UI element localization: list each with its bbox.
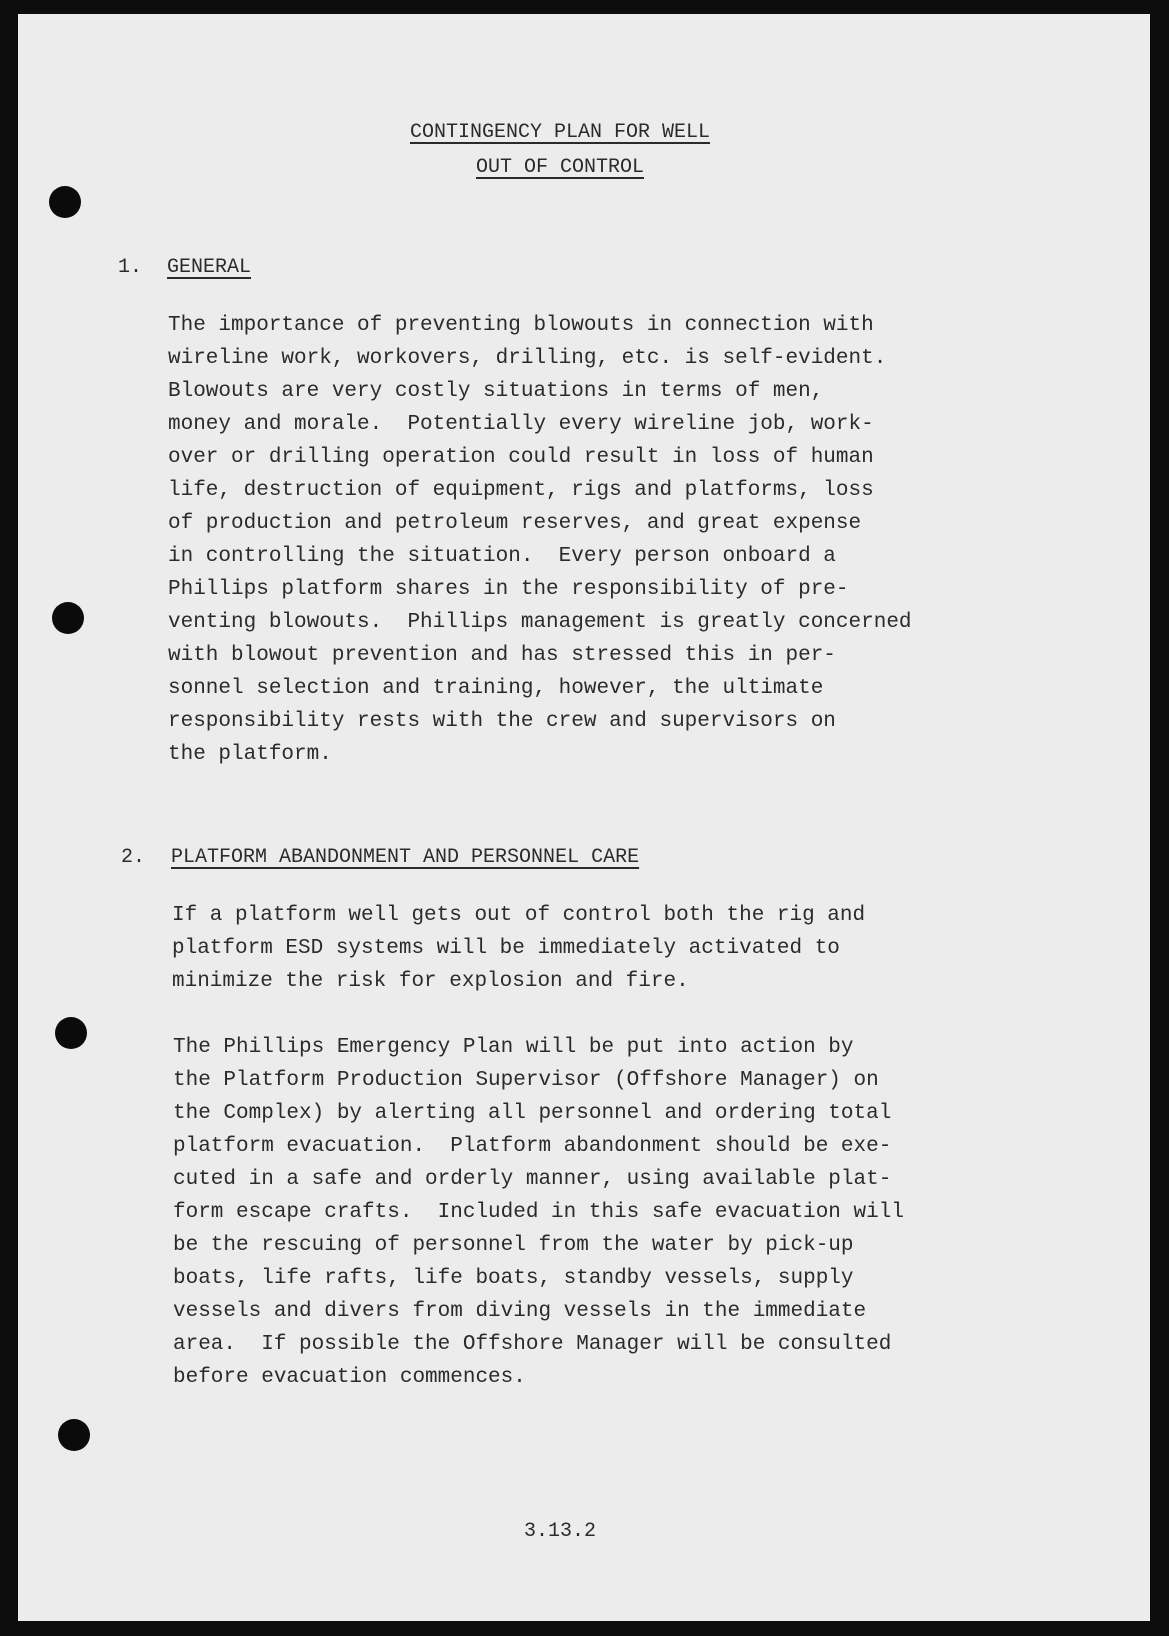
paragraph-line: be the rescuing of personnel from the water by pick-up: [173, 1234, 854, 1257]
section-2-number: 2.: [121, 846, 146, 869]
paragraph-line: the Complex) by alerting all personnel and ordering total: [173, 1102, 892, 1125]
paragraph-line: If a platform well gets out of control both the rig and: [172, 904, 866, 927]
punch-hole: [58, 1419, 90, 1451]
section-1-heading: GENERAL: [167, 256, 252, 279]
paragraph-line: The Phillips Emergency Plan will be put into action by: [173, 1036, 854, 1059]
paragraph-line: money and morale. Potentially every wireline job, work-: [168, 413, 874, 436]
document-title-line-2: OUT OF CONTROL: [475, 156, 645, 179]
paragraph-line: Blowouts are very costly situations in terms of men,: [168, 380, 824, 403]
page-number: 3.13.2: [523, 1520, 596, 1543]
paragraph-line: in controlling the situation. Every person onboard a: [168, 545, 836, 568]
paragraph-line: area. If possible the Offshore Manager will be consulted: [173, 1333, 892, 1356]
paragraph-line: Phillips platform shares in the responsibility of pre-: [168, 578, 849, 601]
section-1-paragraph: [168, 309, 1068, 771]
punch-hole: [49, 186, 81, 218]
paragraph-line: life, destruction of equipment, rigs and platforms, loss: [168, 479, 874, 502]
paragraph-line: form escape crafts. Included in this safe evacuation will: [173, 1201, 904, 1224]
paragraph-line: boats, life rafts, life boats, standby vessels, supply: [173, 1267, 854, 1290]
document-page: [18, 14, 1150, 1621]
section-2-paragraph-2: [173, 1031, 1073, 1394]
paragraph-line: platform ESD systems will be immediately activated to: [172, 937, 840, 960]
paragraph-line: responsibility rests with the crew and supervisors on: [168, 710, 836, 733]
paragraph-line: vessels and divers from diving vessels in the immediate: [173, 1300, 867, 1323]
section-2-heading: PLATFORM ABANDONMENT AND PERSONNEL CARE: [171, 846, 640, 869]
section-2-paragraph-1: [172, 899, 1072, 998]
paragraph-line: before evacuation commences.: [173, 1366, 526, 1389]
punch-hole: [52, 602, 84, 634]
paragraph-line: wireline work, workovers, drilling, etc. is self-evident.: [168, 347, 887, 370]
paragraph-line: The importance of preventing blowouts in connection with: [168, 314, 874, 337]
paragraph-line: over or drilling operation could result in loss of human: [168, 446, 874, 469]
paragraph-line: the Platform Production Supervisor (Offshore Manager) on: [173, 1069, 879, 1092]
paragraph-line: cuted in a safe and orderly manner, using available plat-: [173, 1168, 892, 1191]
section-1-number: 1.: [118, 256, 143, 279]
paragraph-line: the platform.: [168, 743, 332, 766]
paragraph-line: of production and petroleum reserves, and great expense: [168, 512, 862, 535]
paragraph-line: venting blowouts. Phillips management is greatly concerned: [168, 611, 912, 634]
punch-hole: [55, 1017, 87, 1049]
paragraph-line: sonnel selection and training, however, the ultimate: [168, 677, 824, 700]
document-title-line-1: CONTINGENCY PLAN FOR WELL: [409, 121, 711, 144]
paragraph-line: minimize the risk for explosion and fire.: [172, 970, 689, 993]
paragraph-line: with blowout prevention and has stressed this in per-: [168, 644, 836, 667]
paragraph-line: platform evacuation. Platform abandonment should be exe-: [173, 1135, 892, 1158]
